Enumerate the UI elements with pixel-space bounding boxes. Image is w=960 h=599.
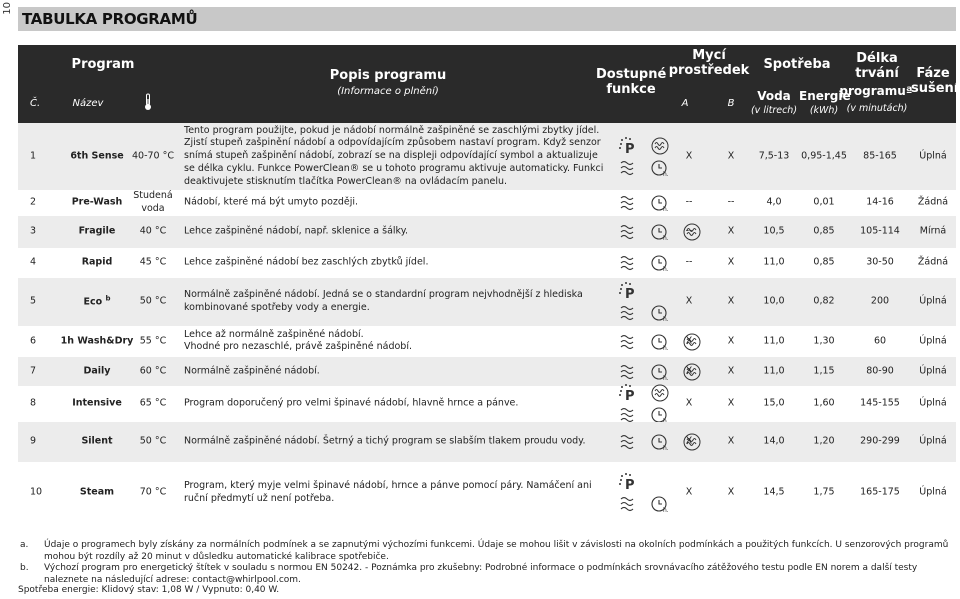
water-consumption: 11,0 xyxy=(763,256,785,268)
detergent-a: -- xyxy=(685,196,693,208)
program-duration: 105-114 xyxy=(860,225,900,237)
program-description xyxy=(184,365,604,378)
program-temperature: 40 °C xyxy=(139,225,167,237)
header-consumption: Spotřeba xyxy=(763,57,831,72)
drying-phase: Úplná xyxy=(919,397,947,409)
program-duration: 14-16 xyxy=(866,196,894,208)
detergent-a: X xyxy=(685,150,693,162)
header-energy: Energie xyxy=(799,89,851,103)
footnote-label: a. xyxy=(20,540,29,550)
program-temperature: 55 °C xyxy=(139,335,167,347)
energy-consumption: 0,85 xyxy=(813,256,835,268)
svg-text:h.: h. xyxy=(663,316,669,323)
drying-phase: Žádná xyxy=(917,256,949,268)
delay-start-icon xyxy=(650,193,672,213)
program-number: 8 xyxy=(30,397,37,409)
page-number: 10 xyxy=(2,2,13,15)
program-description xyxy=(184,124,604,188)
program-name-text: 6th Sense xyxy=(70,150,124,162)
energy-consumption: 0,82 xyxy=(813,295,835,307)
water-consumption: 10,0 xyxy=(763,295,785,307)
header-program: Program xyxy=(71,57,135,72)
water-consumption: 11,0 xyxy=(763,365,785,377)
half-load-icon xyxy=(618,494,640,514)
water-consumption: 14,5 xyxy=(763,486,785,498)
detergent-b: X xyxy=(727,486,735,498)
program-duration: 60 xyxy=(873,335,887,347)
half-load-icon xyxy=(618,253,640,273)
svg-text:h.: h. xyxy=(663,374,669,382)
footnote-label: b. xyxy=(20,563,29,574)
header-duration-unit: (v minutách) xyxy=(846,103,908,114)
header-water: Voda xyxy=(757,89,791,103)
half-load-icon xyxy=(618,303,640,323)
table-row xyxy=(18,326,956,357)
program-name-text: 1h Wash&Dry xyxy=(60,335,134,347)
power-clean-icon xyxy=(618,383,640,403)
svg-text:P: P xyxy=(625,141,635,156)
description-line: Tento program použijte, pokud je nádobí normálně zašpiněné se zaschlými zbytky jídel. xyxy=(184,124,600,136)
header-water-unit: (v litrech) xyxy=(750,105,798,116)
program-name-text: Pre-Wash xyxy=(71,196,123,208)
svg-text:h.: h. xyxy=(663,266,669,273)
drying-phase: Úplná xyxy=(919,435,947,447)
delay-start-icon xyxy=(650,494,672,514)
description-line: Lehce až normálně zašpiněné nádobí. xyxy=(184,328,364,340)
detergent-a: X xyxy=(685,435,693,447)
water-consumption: 7,5-13 xyxy=(758,150,790,162)
program-temperature: 50 °C xyxy=(139,295,167,307)
svg-text:h.: h. xyxy=(663,206,669,213)
description-line: Lehce zašpiněné nádobí bez zaschlých zbytků jídel. xyxy=(184,256,429,268)
detergent-b: X xyxy=(727,397,735,409)
table-row xyxy=(18,278,956,326)
svg-text:h.: h. xyxy=(663,235,669,242)
header-duration-2: programuª xyxy=(839,84,913,98)
water-consumption: 11,0 xyxy=(763,335,785,347)
program-description xyxy=(184,197,604,210)
header-detergent-a: A xyxy=(681,98,689,109)
half-load-icon xyxy=(618,432,640,452)
description-line: Vhodné pro nezaschlé, právě zašpiněné nádobí. xyxy=(184,341,412,353)
half-load-icon xyxy=(618,362,640,382)
half-load-icon xyxy=(618,193,640,213)
table-row xyxy=(18,123,956,190)
program-name-text: Daily xyxy=(83,365,111,377)
detergent-a: X xyxy=(685,365,693,377)
detergent-b: X xyxy=(727,295,735,307)
footnote xyxy=(18,540,956,563)
water-consumption: 10,5 xyxy=(763,225,785,237)
table-row xyxy=(18,248,956,278)
program-description xyxy=(184,480,604,506)
description-line: Program, který myje velmi špinavé nádobí, hrnce a pánve pomocí páry. Namáčení ani ruční předmytí už není potřeba. xyxy=(184,480,592,504)
table-row xyxy=(18,422,956,462)
program-temperature: 45 °C xyxy=(139,256,167,268)
program-temperature: 40-70 °C xyxy=(131,150,174,162)
header-detergent-b: B xyxy=(727,98,735,109)
header-detergent: Mycí prostředek xyxy=(668,48,750,78)
program-duration: 30-50 xyxy=(866,256,894,268)
svg-text:P: P xyxy=(625,287,635,301)
drying-phase: Mírná xyxy=(919,225,947,237)
program-duration: 290-299 xyxy=(860,435,900,447)
program-number: 5 xyxy=(30,295,37,307)
header-energy-unit: (kWh) xyxy=(809,105,839,116)
header-options: Dostupné funkce xyxy=(596,67,667,97)
program-duration: 85-165 xyxy=(863,150,897,162)
program-number: 9 xyxy=(30,435,37,447)
detergent-b: X xyxy=(727,225,735,237)
header-description-sub: (Informace o plnění) xyxy=(337,86,439,97)
header-drying: Fáze sušení xyxy=(911,66,959,96)
header-description: Popis programu xyxy=(329,68,447,83)
program-description xyxy=(184,226,604,239)
detergent-a: X xyxy=(685,295,693,307)
program-temperature: 60 °C xyxy=(139,365,167,377)
page-title: TABULKA PROGRAMŮ xyxy=(22,10,198,28)
description-line: Nádobí, které má být umyto později. xyxy=(184,196,359,208)
header-duration: Délka trvání xyxy=(855,51,899,81)
detergent-b: X xyxy=(727,256,735,268)
svg-text:h.: h. xyxy=(663,445,669,452)
header-number: Č. xyxy=(30,98,41,109)
program-duration: 145-155 xyxy=(860,397,900,409)
energy-consumption: 1,60 xyxy=(813,397,835,409)
drying-phase: Úplná xyxy=(919,295,947,307)
table-row xyxy=(18,190,956,216)
program-description xyxy=(184,257,604,270)
svg-text:P: P xyxy=(625,389,635,403)
power-clean-icon xyxy=(618,281,672,301)
table-row xyxy=(18,357,956,386)
program-name-text: Rapid xyxy=(81,256,113,268)
power-clean-icon xyxy=(618,472,672,492)
delay-start-icon xyxy=(650,362,672,382)
program-number: 3 xyxy=(30,225,37,237)
description-line: Lehce zašpiněné nádobí, např. sklenice a šálky. xyxy=(184,225,408,237)
power-clean-icon xyxy=(618,136,640,156)
detergent-a: X xyxy=(685,486,693,498)
energy-consumption: 1,30 xyxy=(813,335,835,347)
table-row xyxy=(18,216,956,248)
footnotes xyxy=(18,540,956,587)
svg-text:h.: h. xyxy=(663,170,669,178)
multizone-icon xyxy=(650,136,672,156)
energy-consumption: 0,85 xyxy=(813,225,835,237)
multizone-icon xyxy=(650,383,672,403)
description-line: Normálně zašpiněné nádobí. Jedná se o standardní program nejvhodnější z hlediska kombinované spotřeby vody a energie. xyxy=(184,289,583,313)
water-consumption: 4,0 xyxy=(766,196,782,208)
program-temperature: 65 °C xyxy=(139,397,167,409)
program-description xyxy=(184,398,604,411)
thermometer-icon xyxy=(138,93,158,115)
table-row xyxy=(18,386,956,422)
program-number: 2 xyxy=(30,196,37,208)
description-line: Program doporučený pro velmi špinavé nádobí, hlavně hrnce a pánve. xyxy=(184,397,519,409)
half-load-icon xyxy=(618,332,640,352)
program-description xyxy=(184,329,604,355)
detergent-a: -- xyxy=(685,225,693,237)
title-bar xyxy=(18,7,956,31)
program-name-text: Intensive xyxy=(72,397,122,409)
half-load-icon xyxy=(618,158,640,178)
delay-start-icon xyxy=(650,332,672,352)
program-temperature: Studená voda xyxy=(133,190,173,214)
program-name-text: Fragile xyxy=(78,225,116,237)
program-duration: 165-175 xyxy=(860,486,900,498)
table-row xyxy=(18,462,956,524)
program-number: 7 xyxy=(30,365,37,377)
drying-phase: Úplná xyxy=(919,486,947,498)
header-name: Název xyxy=(72,98,104,109)
water-consumption: 15,0 xyxy=(763,397,785,409)
program-temperature: 50 °C xyxy=(139,435,167,447)
program-temperature: 70 °C xyxy=(139,486,167,498)
svg-text:h.: h. xyxy=(663,507,669,514)
description-line: Normálně zašpiněné nádobí. xyxy=(184,365,320,377)
detergent-b: X xyxy=(727,335,735,347)
description-line: Normálně zašpiněné nádobí. Šetrný a tichý program se slabším tlakem proudu vody. xyxy=(184,435,586,447)
program-name-text: Silent xyxy=(81,435,113,447)
footnote-marker: b xyxy=(105,294,111,303)
delay-start-icon xyxy=(650,253,672,273)
svg-text:h.: h. xyxy=(663,344,669,352)
detergent-a: X xyxy=(685,397,693,409)
water-consumption: 14,0 xyxy=(763,435,785,447)
table-header xyxy=(18,45,959,123)
drying-phase: Úplná xyxy=(919,365,947,377)
delay-start-icon xyxy=(650,432,672,452)
drying-phase: Úplná xyxy=(919,150,947,162)
footnote-text: Výchozí program pro energetický štítek v souladu s normou EN 50242. - Poznámka pro zkušebny: Podrobné informace o podmínkách srovnávacího zátěžového testu podle EN norem a další testy naleznete na následující adrese: contact@whirlpool.com. xyxy=(44,563,918,586)
delay-start-icon xyxy=(650,303,672,323)
energy-consumption: 0,01 xyxy=(813,196,835,208)
detergent-b: X xyxy=(727,150,735,162)
program-name-text: Steam xyxy=(79,486,115,498)
program-number: 1 xyxy=(30,150,37,162)
program-duration: 200 xyxy=(870,295,890,307)
detergent-a: -- xyxy=(685,256,693,268)
energy-consumption: 1,75 xyxy=(813,486,835,498)
footnote-text: Údaje o programech byly získány za normálních podmínek a se zapnutými výchozími funkcemi. Údaje se mohou lišit v závislosti na okolních podmínkách a použitých funkcích. U senzorových programů mohou být rozdíly až 20 minut v důsledku automatické kalibrace spotřebiče. xyxy=(44,540,949,562)
program-description xyxy=(184,436,604,449)
standby-consumption: Spotřeba energie: Klidový stav: 1,08 W / Vypnuto: 0,40 W. xyxy=(18,585,280,595)
detergent-b: X xyxy=(727,435,735,447)
half-load-icon xyxy=(618,222,640,242)
description-line: Zjistí stupeň zašpinění nádobí a odpovídajícím způsobem nastaví program. Když senzor snímá stupeň zašpinění nádobí, zobrazí se na displeji odpovídající symbol a aktualizuje se délka cyklu. Funkce PowerClean® se u tohoto programu aktivuje automaticky. Funkci deaktivujete stisknutím tlačítka PowerClean® na ovládacím panelu. xyxy=(184,137,604,187)
energy-consumption: 1,15 xyxy=(813,365,835,377)
program-number: 6 xyxy=(30,335,37,347)
delay-start-icon xyxy=(650,158,672,178)
drying-phase: Úplná xyxy=(919,335,947,347)
footnote xyxy=(18,563,956,586)
program-number: 10 xyxy=(30,486,43,498)
detergent-b: -- xyxy=(727,196,735,208)
program-description xyxy=(184,289,604,315)
energy-consumption: 1,20 xyxy=(813,435,835,447)
program-duration: 80-90 xyxy=(866,365,894,377)
program-number: 4 xyxy=(30,256,37,268)
svg-text:P: P xyxy=(625,478,635,492)
detergent-b: X xyxy=(727,365,735,377)
energy-consumption: 0,95-1,45 xyxy=(801,150,847,162)
drying-phase: Žádná xyxy=(917,196,949,208)
delay-start-icon xyxy=(650,222,672,242)
detergent-a: X xyxy=(685,335,693,347)
program-name-text: Eco xyxy=(83,296,103,308)
